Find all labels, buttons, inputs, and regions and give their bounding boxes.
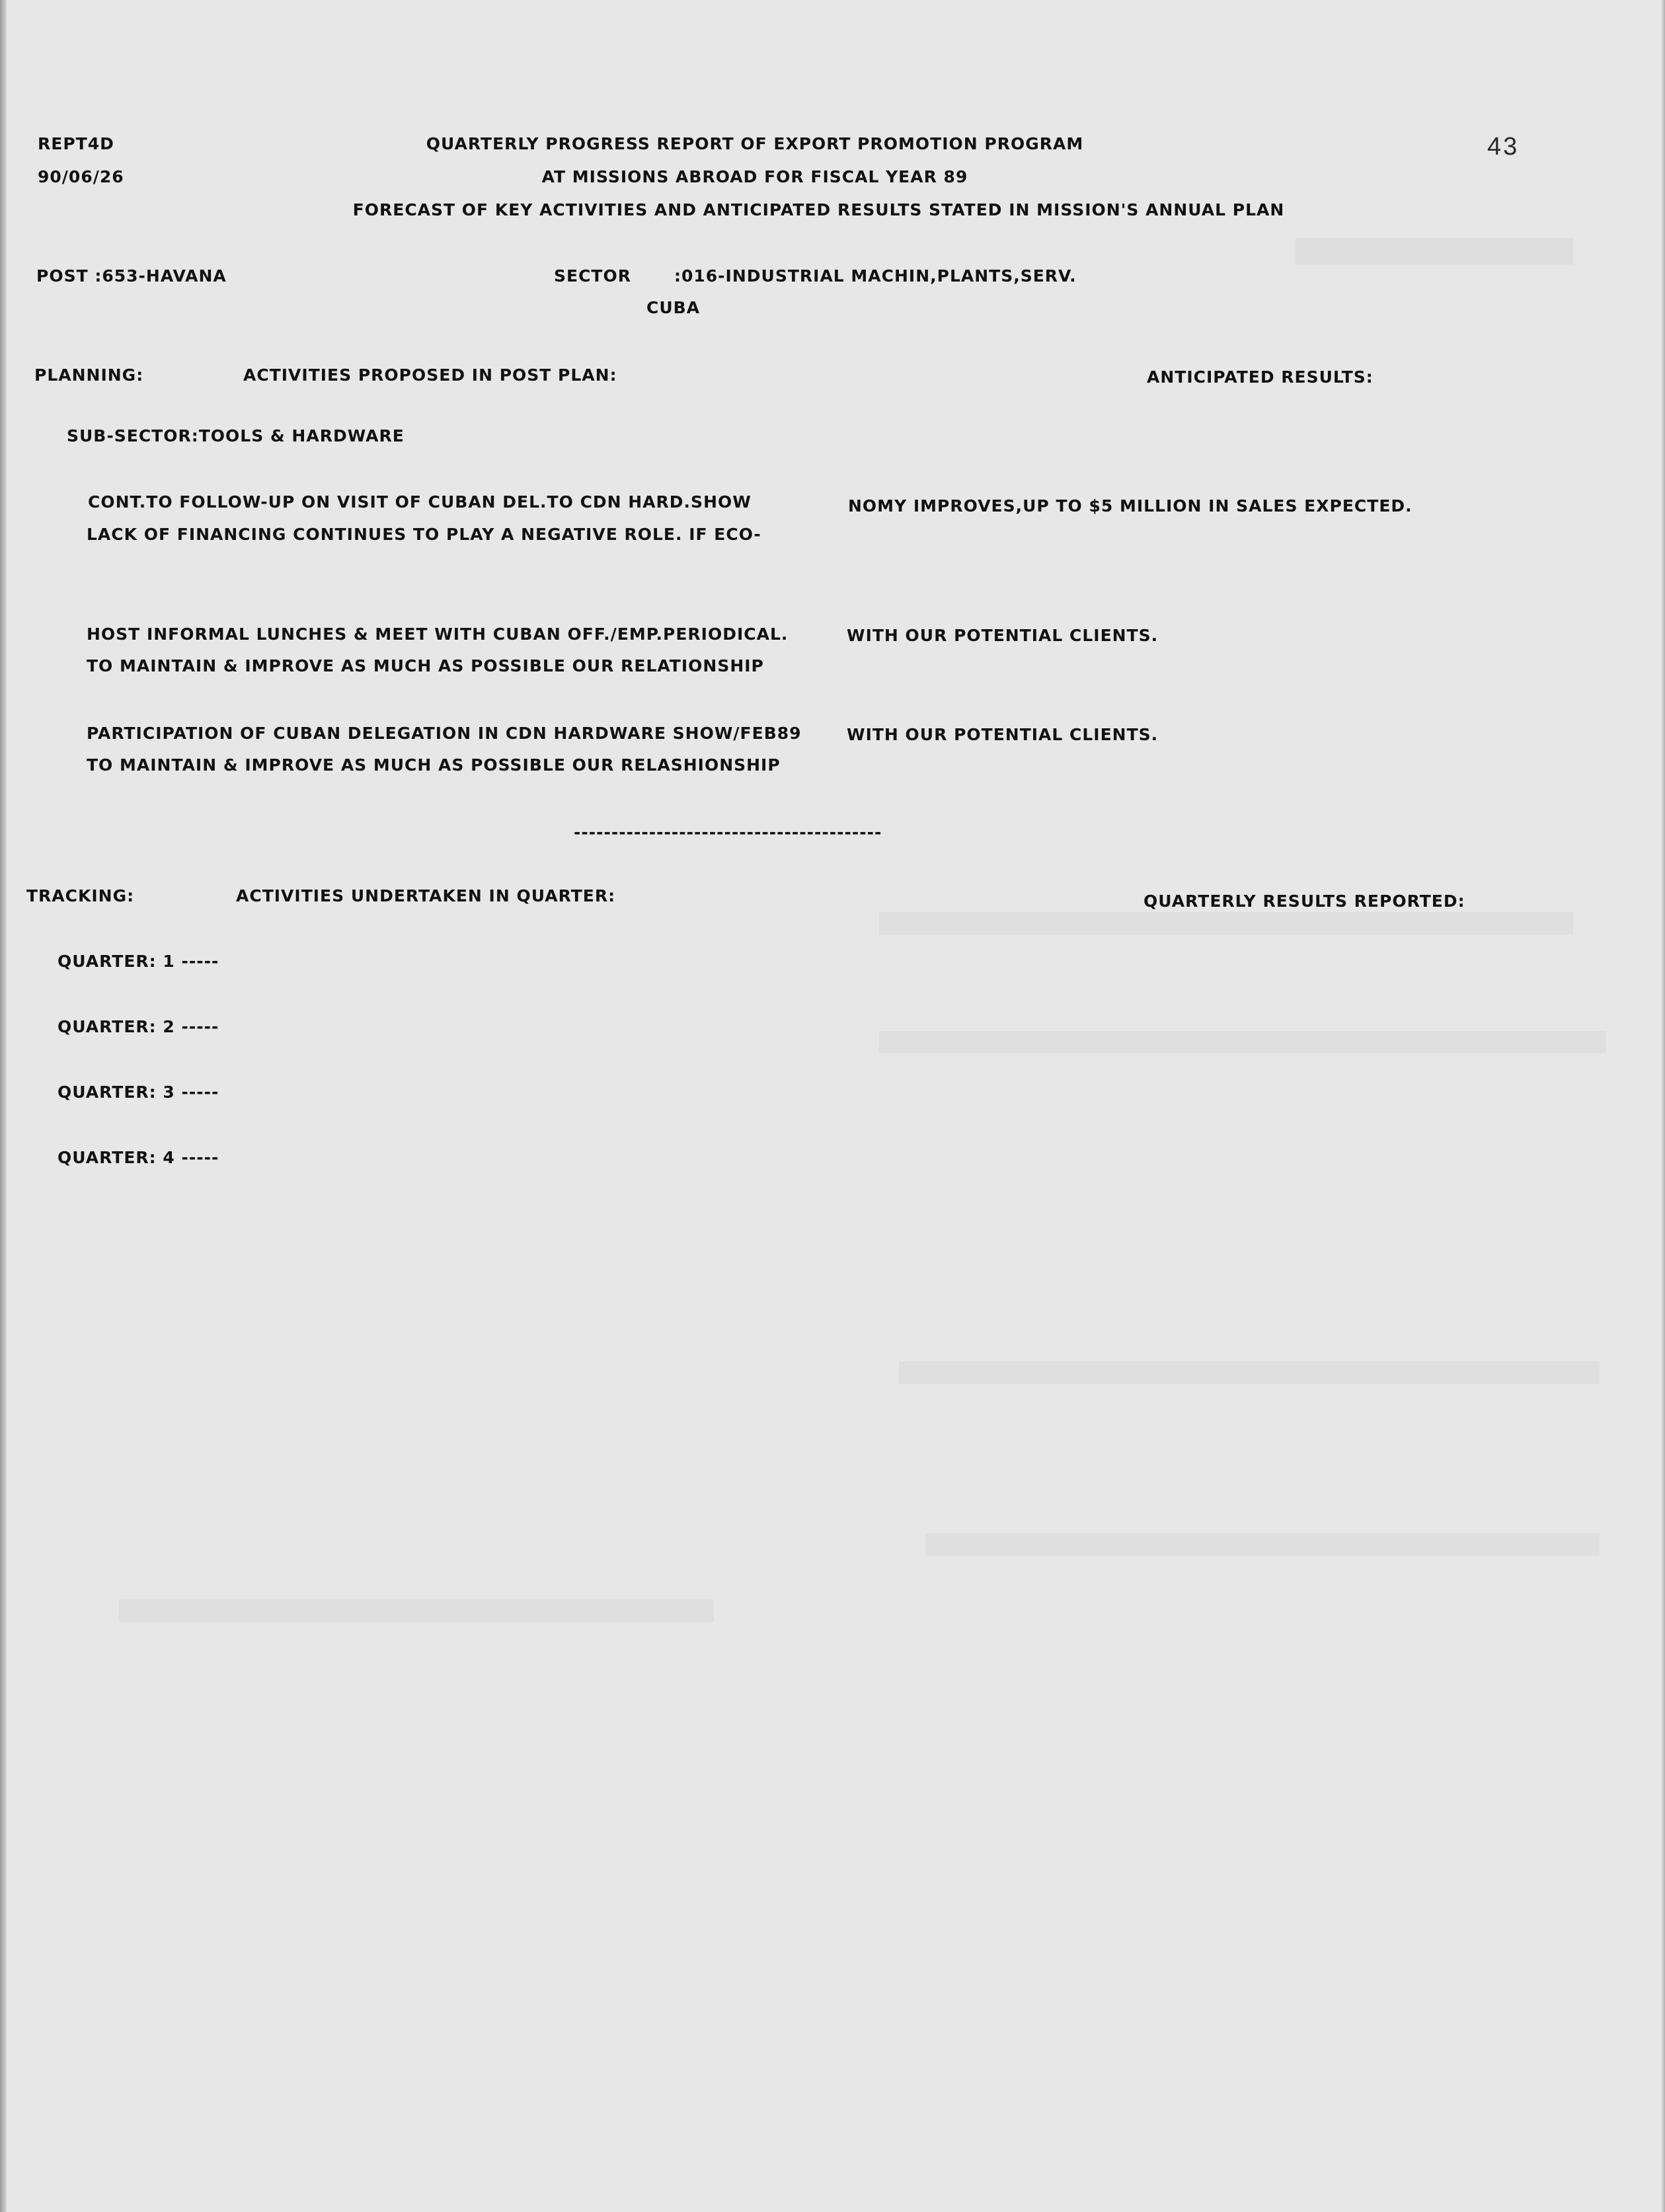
- report-title-line3: FORECAST OF KEY ACTIVITIES AND ANTICIPATED RESULTS STATED IN MISSION'S ANNUAL PLAN: [352, 200, 1285, 219]
- quarter-4: QUARTER: 4 -----: [58, 1148, 219, 1167]
- sector-value: :016-INDUSTRIAL MACHIN,PLANTS,SERV.: [674, 266, 1077, 286]
- bleed-through-shadow: [879, 1031, 1606, 1053]
- report-title-line1: QUARTERLY PROGRESS REPORT OF EXPORT PROMOTION PROGRAM: [426, 134, 1084, 153]
- tracking-label: TRACKING:: [26, 886, 135, 905]
- tracking-activities-heading: ACTIVITIES UNDERTAKEN IN QUARTER:: [236, 886, 616, 905]
- quarter-2: QUARTER: 2 -----: [58, 1017, 219, 1036]
- page-edge-left: [0, 0, 7, 2212]
- quarter-3: QUARTER: 3 -----: [58, 1083, 219, 1102]
- report-title-line2: AT MISSIONS ABROAD FOR FISCAL YEAR 89: [541, 167, 968, 186]
- planning-entry-3-result: WITH OUR POTENTIAL CLIENTS.: [847, 725, 1159, 744]
- planning-entry-2-result: WITH OUR POTENTIAL CLIENTS.: [847, 626, 1159, 645]
- post-label: POST :653-HAVANA: [36, 266, 227, 286]
- planning-label: PLANNING:: [34, 365, 144, 385]
- planning-entry-3-activity-line2: TO MAINTAIN & IMPROVE AS MUCH AS POSSIBLE OUR RELASHIONSHIP: [87, 755, 781, 775]
- page-edge-right: [1661, 0, 1665, 2212]
- bleed-through-shadow: [1296, 238, 1573, 264]
- planning-activities-heading: ACTIVITIES PROPOSED IN POST PLAN:: [243, 365, 617, 385]
- report-id: REPT4D: [38, 134, 114, 153]
- bleed-through-shadow: [879, 912, 1573, 934]
- planning-results-heading: ANTICIPATED RESULTS:: [1147, 367, 1374, 387]
- bleed-through-shadow: [925, 1533, 1600, 1556]
- section-separator: -----------------------------------------: [574, 823, 882, 842]
- bleed-through-shadow: [899, 1361, 1600, 1384]
- planning-entry-1-result: NOMY IMPROVES,UP TO $5 MILLION IN SALES EXPECTED.: [848, 496, 1413, 515]
- report-date: 90/06/26: [38, 167, 124, 186]
- page-number: 43: [1487, 133, 1520, 161]
- sub-sector: SUB-SECTOR:TOOLS & HARDWARE: [67, 426, 405, 445]
- planning-entry-1-activity-line1: CONT.TO FOLLOW-UP ON VISIT OF CUBAN DEL.TO CDN HARD.SHOW: [88, 492, 752, 512]
- tracking-results-heading: QUARTERLY RESULTS REPORTED:: [1143, 892, 1465, 911]
- planning-entry-3-activity-line1: PARTICIPATION OF CUBAN DELEGATION IN CDN HARDWARE SHOW/FEB89: [87, 724, 802, 743]
- planning-entry-2-activity-line2: TO MAINTAIN & IMPROVE AS MUCH AS POSSIBLE OUR RELATIONSHIP: [87, 656, 764, 675]
- country-label: CUBA: [646, 298, 701, 317]
- planning-entry-1-activity-line2: LACK OF FINANCING CONTINUES TO PLAY A NEGATIVE ROLE. IF ECO-: [87, 525, 761, 544]
- quarter-1: QUARTER: 1 -----: [58, 952, 219, 971]
- sector-label: SECTOR: [554, 266, 631, 286]
- planning-entry-2-activity-line1: HOST INFORMAL LUNCHES & MEET WITH CUBAN OFF./EMP.PERIODICAL.: [87, 625, 789, 644]
- bleed-through-shadow: [119, 1599, 714, 1622]
